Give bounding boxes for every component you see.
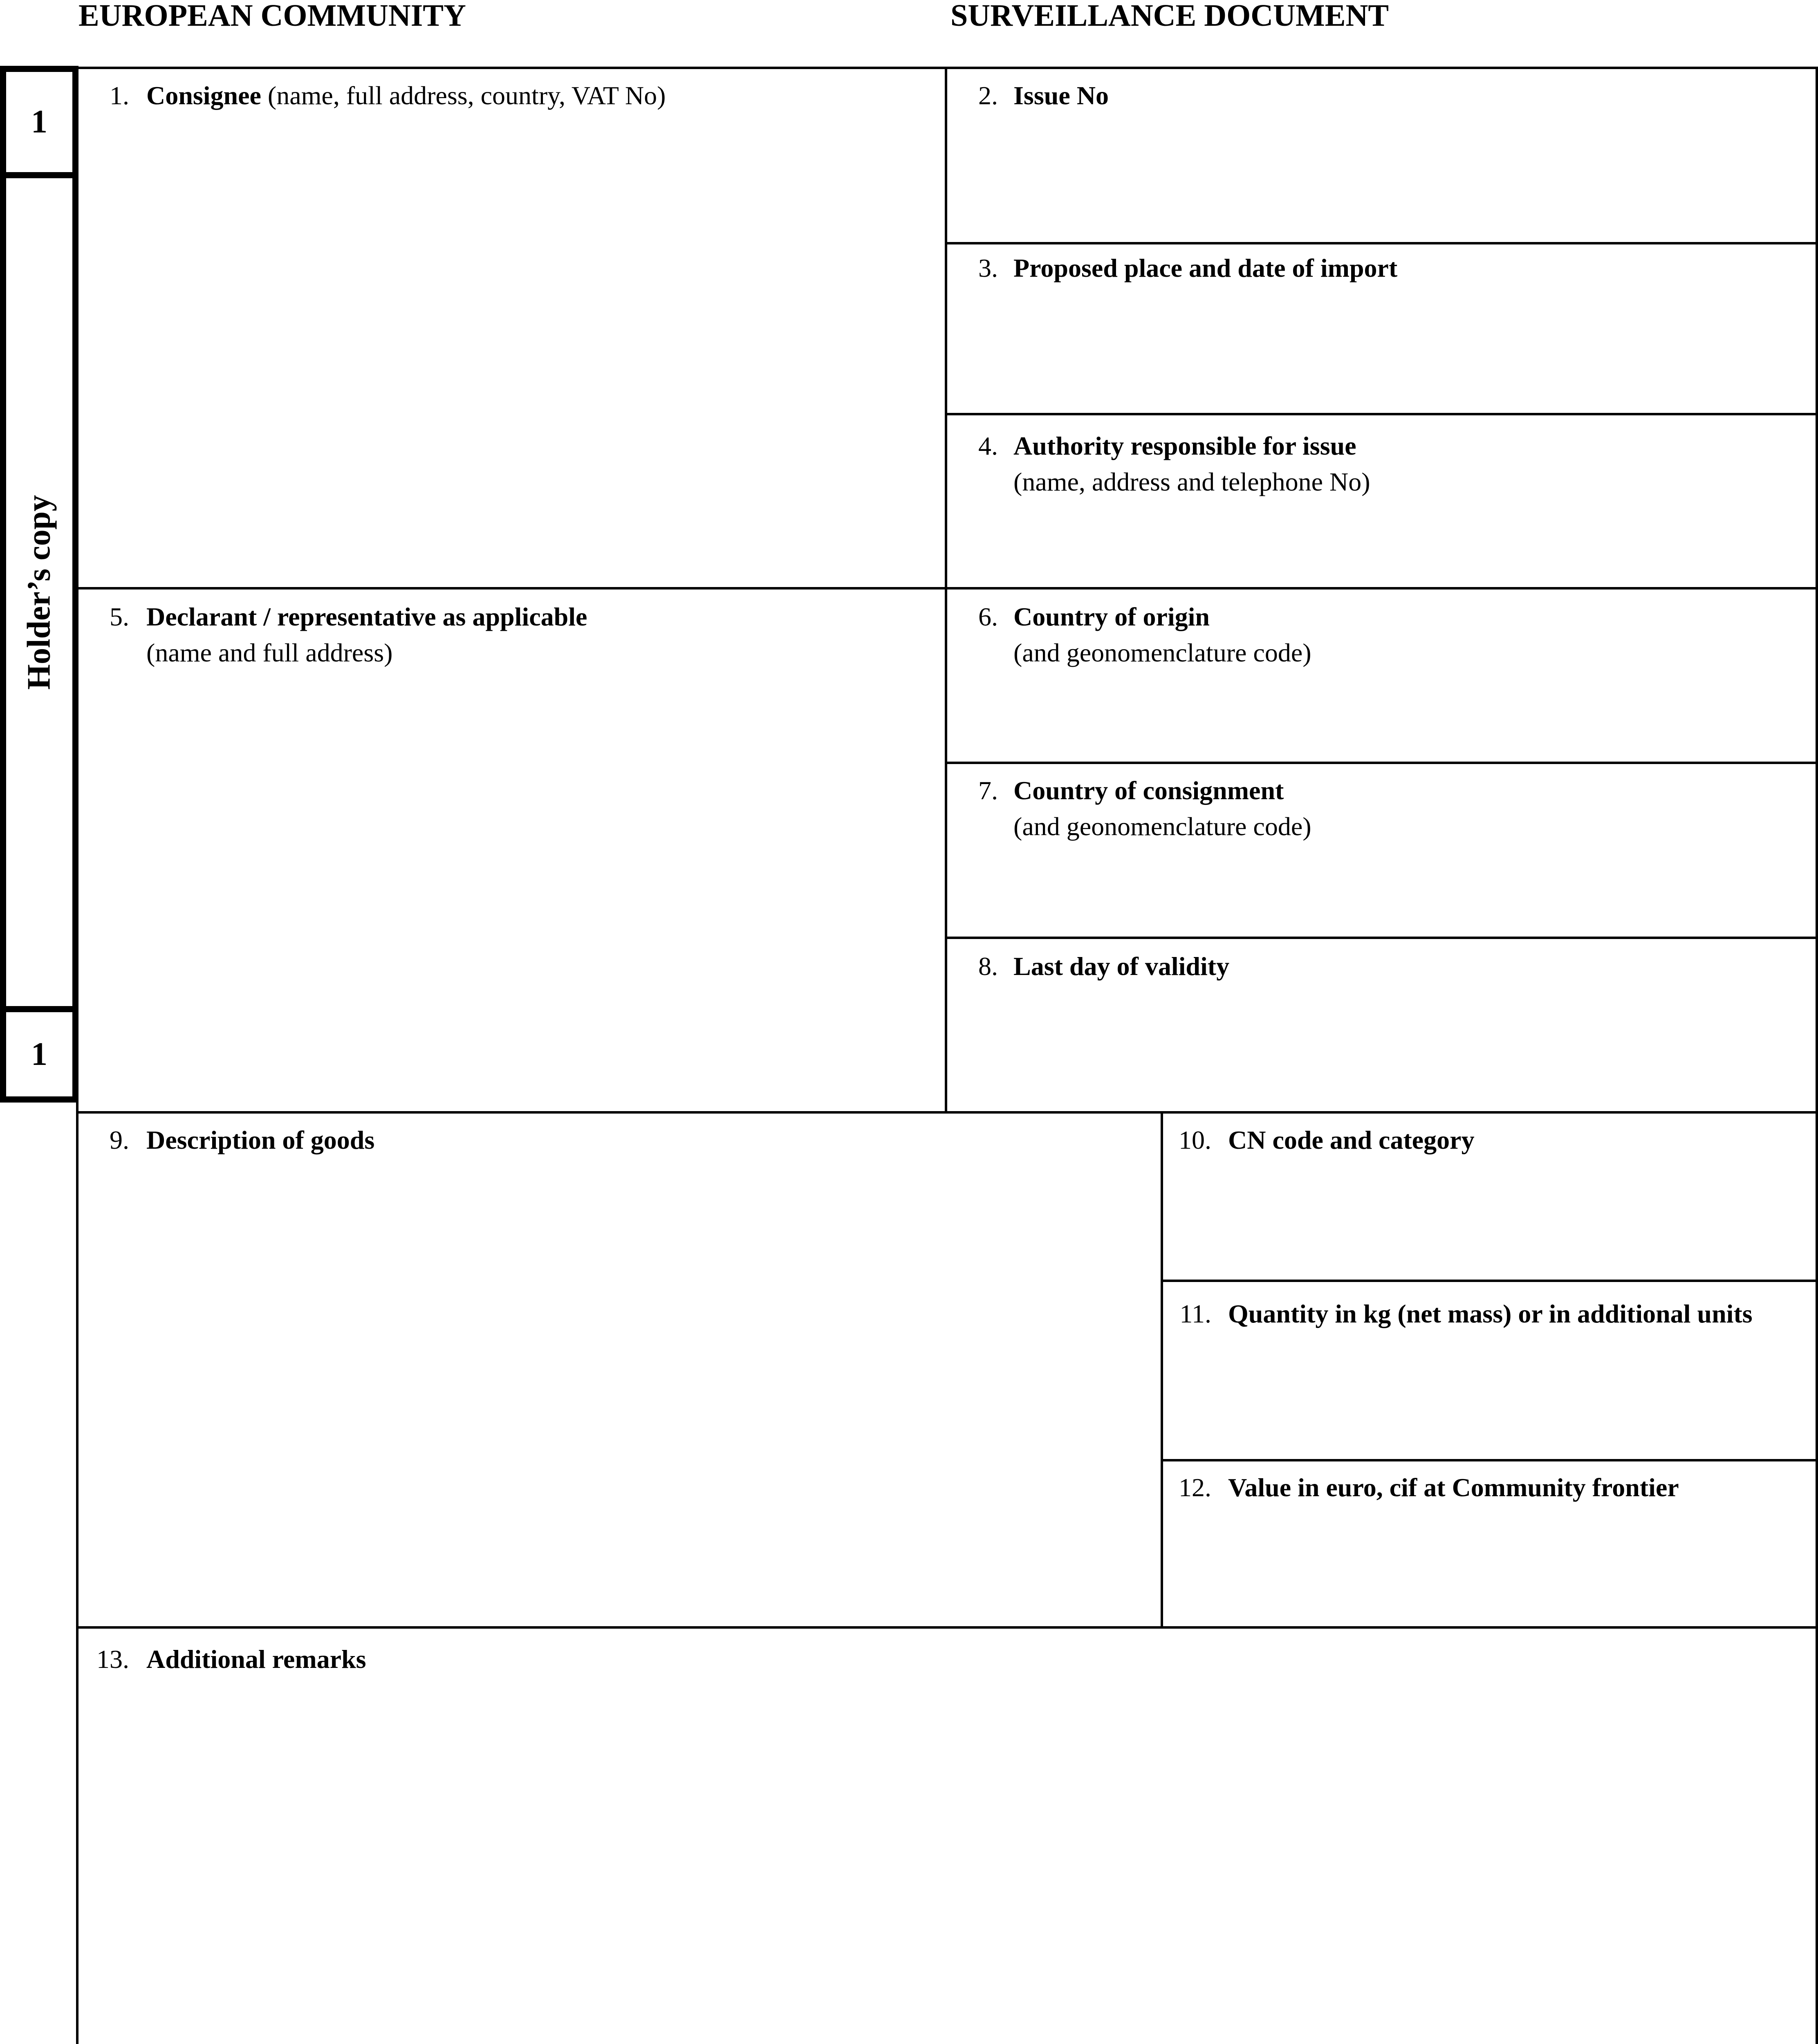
box-13-additional-remarks[interactable]	[76, 1626, 1818, 2044]
box-9-description-goods[interactable]	[76, 1111, 1163, 1629]
copy-label: Holder’s copy	[21, 495, 57, 690]
field-1-title: Consignee	[146, 81, 261, 110]
header-right-title: SURVEILLANCE DOCUMENT	[950, 0, 1389, 33]
header-left-title: EUROPEAN COMMUNITY	[78, 0, 466, 33]
copy-label-panel	[0, 172, 78, 1012]
field-1-inline-note: (name, full address, country, VAT No)	[261, 81, 666, 110]
box-1-consignee[interactable]	[76, 67, 947, 589]
copy-number-bottom: 1	[0, 1006, 78, 1103]
copy-number-top: 1	[0, 66, 78, 178]
